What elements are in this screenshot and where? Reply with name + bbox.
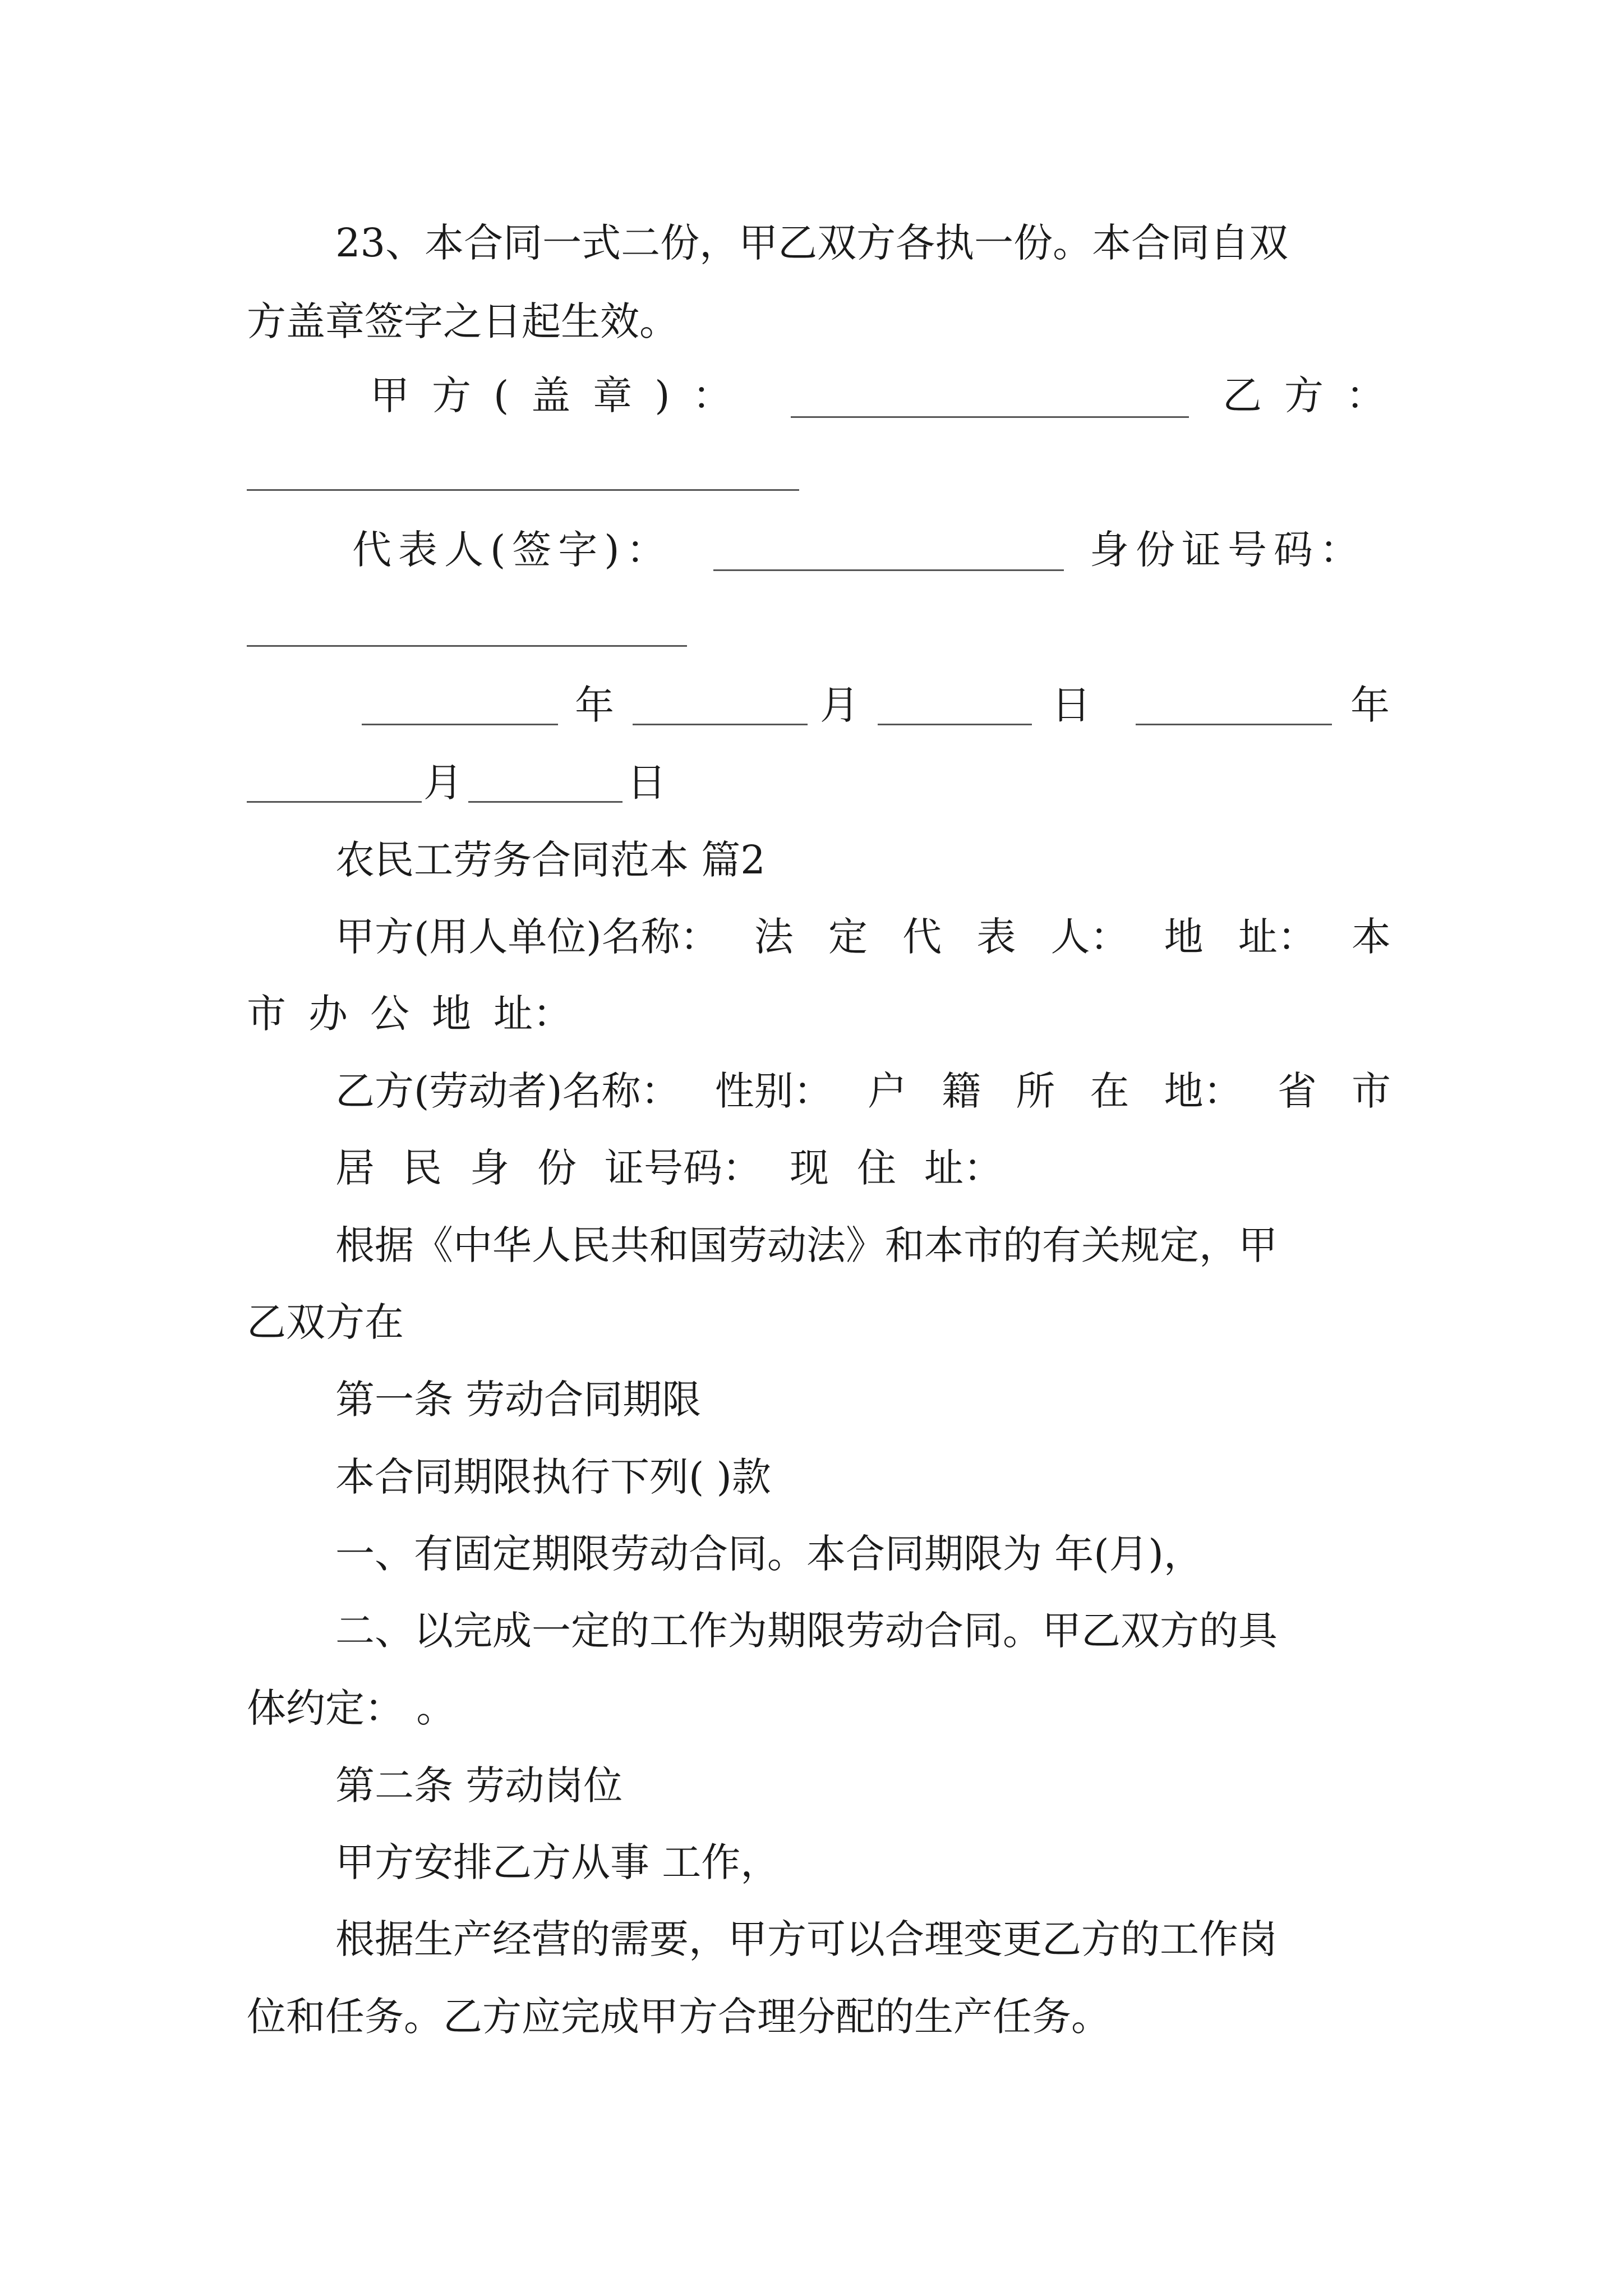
representative-line: [352, 524, 1391, 575]
clause-23-line1: 23、本合同一式二份，甲乙双方各执一份。本合同自双: [335, 220, 1289, 266]
date-b-day-blank: [468, 801, 623, 803]
party-a-fields-line1: 甲方(用人单位)名称： 法 定 代 表 人： 地 址： 本: [335, 914, 1391, 960]
date-b-month-label: 月: [423, 760, 463, 806]
date-a-year-label: 年: [575, 682, 614, 728]
article-2-paragraph-1: 甲方安排乙方从事 工作，: [335, 1839, 780, 1885]
date-a-day-blank: [878, 724, 1032, 725]
article-2-paragraph-2-line2: 位和任务。乙方应完成甲方合理分配的生产任务。: [247, 1994, 1110, 2040]
legal-basis-line2: 乙双方在: [247, 1299, 404, 1345]
section-2-title: 农民工劳务合同范本 篇2: [335, 837, 766, 883]
date-a-day-label: 日: [1052, 682, 1091, 728]
party-a-fields-line2: 市 办 公 地 址：: [247, 991, 572, 1037]
party-a-label: 甲方(盖章)：: [370, 372, 754, 418]
article-2-paragraph-2-line1: 根据生产经营的需要，甲方可以合理变更乙方的工作岗: [335, 1916, 1278, 1962]
party-a-blank: [791, 416, 1189, 418]
party-b-fields-line1: 乙方(劳动者)名称： 性别： 户 籍 所 在 地： 省 市: [335, 1068, 1391, 1114]
party-a-b-line: [370, 370, 1408, 421]
article-1-item-2-line2: 体约定： 。: [247, 1685, 456, 1731]
article-1-item-1: 一、有固定期限劳动合同。本合同期限为 年(月)，: [335, 1531, 1203, 1577]
id-number-blank: [247, 645, 687, 647]
date-b-year-label: 年: [1350, 682, 1390, 728]
date-b-day-label: 日: [627, 760, 666, 806]
article-2-title: 第二条 劳动岗位: [335, 1763, 623, 1809]
id-number-label: 身份证号码：: [1090, 527, 1366, 573]
article-1-title: 第一条 劳动合同期限: [335, 1377, 702, 1423]
date-a-year-blank: [362, 724, 558, 725]
date-b-month-blank: [247, 801, 422, 803]
party-b-blank: [247, 489, 799, 491]
article-1-intro: 本合同期限执行下列( )款: [335, 1454, 771, 1500]
article-1-item-2-line1: 二、以完成一定的工作为期限劳动合同。甲乙双方的具: [335, 1608, 1278, 1654]
party-b-fields-line2: 居 民 身 份 证号码： 现 住 址：: [335, 1145, 1003, 1191]
clause-23-line2: 方盖章签字之日起生效。: [247, 298, 679, 344]
date-b-year-blank: [1136, 724, 1332, 725]
date-a-month-blank: [633, 724, 808, 725]
representative-blank: [713, 569, 1064, 571]
party-b-label: 乙方：: [1223, 372, 1408, 418]
legal-basis-line1: 根据《中华人民共和国劳动法》和本市的有关规定，甲: [335, 1222, 1278, 1268]
date-a-month-label: 月: [820, 682, 859, 728]
representative-label: 代表人(签字)：: [352, 527, 672, 573]
